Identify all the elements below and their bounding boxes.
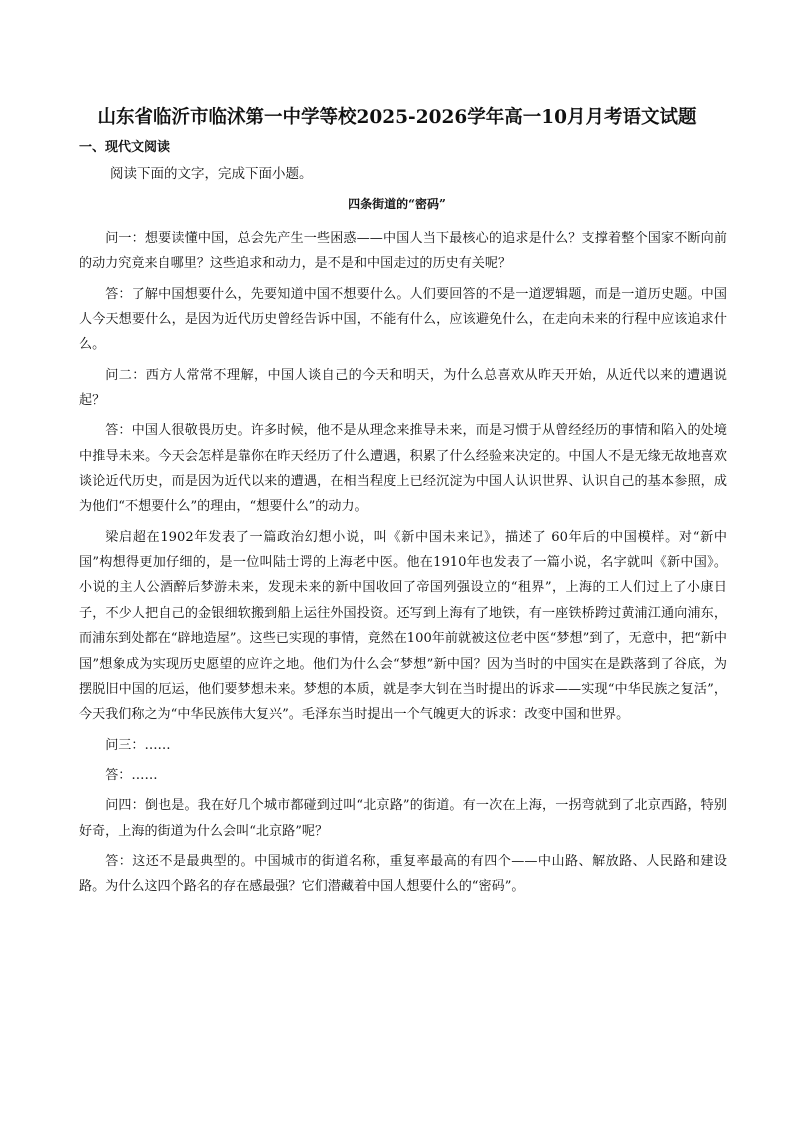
paragraph-question-2: 问二：西方人常常不理解，中国人谈自己的今天和明天，为什么总喜欢从昨天开始，从近代以来的遭遇说起？ (79, 367, 727, 409)
paragraph-question-3: 问三：…… (105, 737, 171, 753)
article-body (79, 226, 727, 905)
paragraph-answer-4: 答：这还不是最典型的。中国城市的街道名称，重复率最高的有四个——中山路、解放路、人民路和建设路。为什么这四个路名的存在感最强？它们潜藏着中国人想要什么的“密码”。 (79, 853, 727, 895)
section-heading: 一、现代文阅读 (79, 140, 171, 155)
paragraph-answer-2: 答：中国人很敬畏历史。许多时候，他不是从理念来推导未来，而是习惯于从曾经经历的事情和陷入的处境中推导未来。今天会怎样是靠你在昨天经历了什么遭遇，积累了什么经验来决定的。中国人不是无缘无故地喜欢谈论近代历史，而是因为近代以来的遭遇，在相当程度上已经沉淀为中国人认识世界、认识自己的基本参照，成为他们“不想要什么”的理由，“想要什么”的动力。 (79, 423, 727, 515)
reading-instruction: 阅读下面的文字，完成下面小题。 (110, 166, 313, 182)
paragraph-answer-3: 答：…… (105, 767, 158, 783)
paragraph-question-4: 问四：倒也是。我在好几个城市都碰到过叫“北京路”的街道。有一次在上海，一拐弯就到了北京西路，特别好奇，上海的街道为什么会叫“北京路”呢？ (79, 798, 727, 839)
article-title: 四条街道的“密码” (348, 197, 446, 211)
paragraph-question-1: 问一：想要读懂中国，总会先产生一些困惑——中国人当下最核心的追求是什么？支撑着整个国家不断向前的动力究竟来自哪里？这些追求和动力，是不是和中国走过的历史有关呢？ (79, 231, 727, 272)
paragraph-liang-qichao: 梁启超在1902年发表了一篇政治幻想小说，叫《新中国未来记》，描述了 60年后的中国模样。对“新中国”构想得更加仔细的，是一位叫陆士谔的上海老中医。他在1910年也发表了一篇小说，名字就叫《新中国》。小说的主人公酒醉后梦游未来，发现未来的新中国收回了帝国列强设立的“租界”，上海的工人们过上了小康日子，不少人把自己的金银细软搬到船上运往外国投资。还写到上海有了地铁，有一座铁桥跨过黄浦江通向浦东，而浦东到处都在“辟地造屋”。这些已实现的事情，竟然在100年前就被这位老中医“梦想”到了，无意中，把“新中国”想象成为实现历史愿望的应许之地。他们为什么会“梦想”新中国？因为当时的中国实在是跌落到了谷底，为摆脱旧中国的厄运，他们要梦想未来。梦想的本质，就是李大钊在当时提出的诉求——实现“中华民族之复活”，今天我们称之为“中华民族伟大复兴”。毛泽东当时提出一个气魄更大的诉求：改变中国和世界。 (79, 529, 727, 723)
paragraph-answer-1: 答：了解中国想要什么，先要知道中国不想要什么。人们要回答的不是一道逻辑题，而是一道历史题。中国人今天想要什么，是因为近代历史曾经告诉中国，不能有什么，应该避免什么，在走向未来的行程中应该追求什么。 (79, 286, 727, 353)
document-title: 山东省临沂市临沭第一中学等校2025-2026学年高一10月月考语文试题 (97, 107, 697, 128)
